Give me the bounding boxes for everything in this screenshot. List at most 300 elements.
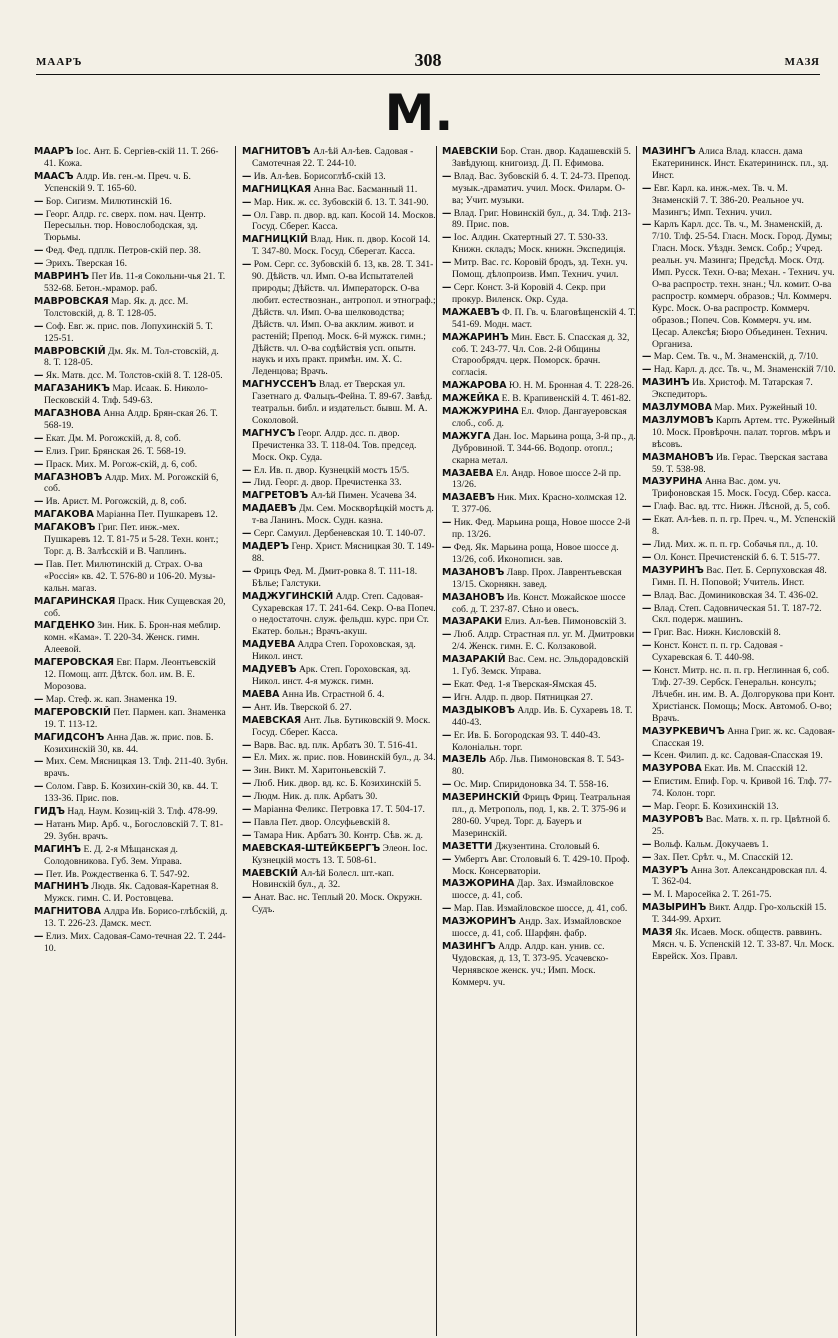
directory-entry (242, 197, 436, 209)
entry-surname: — (34, 756, 44, 768)
entry-details: Натанъ Мир. Арб. ч., Богословскій 7. Т. 81-29. Зубн. врачъ. (44, 818, 224, 842)
entry-surname: МАЖАРИНЪ (442, 331, 509, 343)
entry-surname: МАЖАРОВА (442, 380, 507, 392)
entry-surname: МАГНИЦКАЯ (242, 183, 312, 195)
entry-surname: МАГЕРОВСКАЯ (34, 657, 114, 669)
entry-surname: МАДЕРЪ (242, 541, 290, 552)
directory-entry (34, 258, 228, 270)
directory-entry (242, 541, 436, 565)
directory-entry (642, 627, 836, 639)
directory-entry (242, 528, 436, 540)
column-divider (636, 146, 637, 1336)
directory-entry (34, 881, 228, 905)
directory-entry (242, 146, 436, 170)
entry-surname: — (242, 765, 252, 777)
directory-entry (442, 332, 636, 380)
directory-entry (442, 257, 636, 281)
entry-details: Абр. Льв. Пимоновская 8. Т. 543-80. (452, 754, 625, 778)
directory-entry (34, 869, 228, 881)
column-3 (442, 146, 636, 1336)
entry-details: Джузентина. Столовый 6. (494, 840, 600, 852)
entry-details: Бор. Стан. двор. Кадашевскій 5. Завѣдующ. книгоизд. Д. П. Ефимова. (452, 146, 631, 169)
directory-entry (442, 841, 636, 853)
entry-details: Андр. Зах. Измайловское шоссе, д. 41, соб. Шарфян. фабр. (452, 916, 622, 940)
entry-details: Умбертъ Авг. Столовый 6. Т. 429-10. Проф. Моск. Консерваторіи. (452, 853, 630, 877)
entry-details: Іос. Алдин. Скатертный 27. Т. 530-33. Книжн. складъ; Моск. книжн. Экспедиція. (452, 232, 626, 256)
entry-surname: МАЕВСКІЙ (242, 867, 299, 879)
directory-entry (642, 351, 836, 363)
entry-details: Григ. Вас. Нижн. Кисловскій 8. (653, 627, 781, 639)
entry-surname: — (642, 351, 652, 363)
entry-surname: — (642, 776, 652, 788)
entry-surname: МАЖАЕВЪ (442, 306, 500, 318)
entry-details: Зах. Пет. Срѣт. ч., М. Спасскій 12. (653, 851, 794, 863)
entry-surname: — (642, 889, 652, 901)
directory-entry (642, 801, 836, 813)
entry-details: Пет. Пармен. кап. Знаменка 19. Т. 113-12. (44, 706, 226, 730)
directory-entry (242, 765, 436, 777)
entry-details: Е. Д. 2-я Мѣщанская д. Солодовникова. Губ. Зем. Управа. (44, 843, 182, 867)
directory-entry (442, 406, 636, 430)
entry-details: Зин. Викт. М. Харитоньевскій 7. (253, 765, 386, 777)
directory-entry (442, 282, 636, 306)
directory-entry (442, 878, 636, 902)
section-letter: М. (384, 84, 454, 142)
entry-details: Алдра Степ. Гороховская, зд. Никол. инст. (252, 639, 416, 663)
entry-surname: — (242, 739, 252, 751)
entry-surname: МАГНУССЕНЪ (242, 379, 317, 391)
directory-entry (242, 843, 436, 867)
directory-entry (34, 459, 228, 471)
entry-details: Митр. Вас. гс. Коровій бродъ, зд. Техн. уч. Помощ. дѣлопроизв. Имп. Технич. учил. (452, 257, 628, 281)
running-head-left: МААРЪ (36, 56, 83, 68)
directory-entry (642, 476, 836, 500)
entry-details: Ив. Арист. М. Рогожскій, д. 8, соб. (45, 496, 187, 508)
directory-entry (242, 778, 436, 790)
directory-entry (642, 514, 836, 538)
directory-entry (242, 490, 436, 502)
directory-entry (242, 702, 436, 714)
entry-details: Вольф. Кальм. Докучаевъ 1. (653, 838, 769, 850)
entry-details: М. І. Маросейка 2. Т. 261-75. (653, 889, 772, 901)
entry-details: Алдр. Ив. Б. Сухаревъ 18. Т. 440-43. (452, 704, 633, 728)
entry-surname: МАГНИТОВА (34, 906, 102, 918)
directory-entry (442, 492, 636, 516)
entry-surname: — (642, 602, 652, 614)
directory-entry (642, 839, 836, 851)
entry-surname: МАЕВСКАЯ-ШТЕЙКБЕРГЪ (242, 842, 381, 854)
entry-details: Елиз. Ал-ѣев. Пимоновскій 3. (504, 616, 627, 628)
directory-entry (442, 380, 636, 392)
entry-surname: МАДАЕВЪ (242, 503, 297, 515)
directory-entry (642, 590, 836, 602)
entry-surname: — (242, 464, 252, 476)
entry-details: Алиса Влад. классн. дама Екатерининск. Инст. Екатерининск. пл., зд. Инст. (652, 146, 829, 181)
entry-details: Мин. Евст. Б. Спасская д. 32, соб. Т. 243-77. Чл. Сов. 2-й Общины Старообрядч. церк. Поморск. брачн. согласія. (452, 331, 630, 379)
entry-details: Елиз. Мих. Садовая-Само-течная 22. Т. 244-10. (44, 931, 226, 954)
entry-surname: — (242, 892, 252, 904)
entry-details: Влад. Ник. п. двор. Косой 14. Т. 347-80. Моск. Госуд. Сберегат. Касса. (252, 234, 431, 258)
entry-details: Мар. Георг. Б. Козихинскій 13. (653, 801, 779, 813)
entry-details: Вас. Пет. Б. Серпуховская 48. Гимн. П. Н. Поповой; Учитель. Инст. (652, 564, 827, 588)
entry-details: Анна Алдр. Брян-ская 26. Т. 568-19. (44, 408, 218, 431)
entry-surname: — (642, 627, 652, 639)
entry-details: Влад. Вас. Доминиковская 34. Т. 436-02. (653, 589, 819, 601)
entry-details: Бор. Сигизм. Милютинскій 16. (45, 195, 172, 207)
entry-details: Анна Вас. Басманный 11. (313, 183, 418, 195)
directory-entry (242, 566, 436, 590)
directory-entry (442, 779, 636, 791)
directory-entry (442, 171, 636, 207)
page-header (36, 50, 820, 75)
directory-entry (34, 496, 228, 508)
entry-surname: МАЗУРИНЪ (642, 564, 704, 576)
entry-details: Элеон. Іос. Кузнецкій мостъ 13. Т. 508-61. (252, 842, 428, 866)
entry-details: Мар. Пав. Измайловское шоссе, д. 41, соб. (453, 903, 628, 915)
directory-entry (642, 852, 836, 864)
entry-details: Екат. Ал-ѣев. п. п. гр. Преч. ч., М. Успенскій 8. (652, 514, 836, 538)
entry-surname: МАЕВСКІЙ (442, 146, 499, 157)
directory-entry (442, 679, 636, 691)
entry-details: Люб. Алдр. Страстная пл. уг. М. Дмитровки 2/4. Женск. гимн. Е. С. Колзаковой. (452, 629, 635, 653)
entry-details: Анна Григ. ж. кс. Садовая-Спасская 19. (652, 725, 836, 749)
directory-entry (642, 183, 836, 219)
entry-surname: МАДУЕВА (242, 639, 295, 651)
directory-entry (34, 694, 228, 706)
entry-surname: — (442, 729, 452, 741)
entry-surname: МАЗЛУМОВА (642, 402, 712, 414)
column-divider (235, 146, 236, 1336)
directory-entry (242, 591, 436, 639)
directory-entry (642, 377, 836, 401)
entry-details: Павла Пет. двор. Олсуфьевскій 8. (253, 816, 391, 828)
directory-entry (242, 740, 436, 752)
entry-surname: МАГЕРОВСКІЙ (34, 706, 111, 718)
directory-entry (242, 804, 436, 816)
entry-surname: — (242, 816, 252, 828)
directory-entry (34, 844, 228, 868)
entry-surname: — (34, 195, 44, 207)
directory-entry (242, 465, 436, 477)
entry-details: Мар. Исаак. Б. Николо-Песковскій 4. Тлф. 549-63. (44, 383, 208, 407)
entry-surname: — (442, 853, 452, 865)
entry-details: Ос. Мир. Спиридоновка 34. Т. 558-16. (453, 779, 609, 791)
directory-entry (642, 750, 836, 762)
directory-entry (242, 892, 436, 916)
entry-details: Эрихъ. Тверская 16. (45, 258, 127, 270)
entry-details: Праск. Мих. М. Рогож-скій, д. 6, соб. (45, 458, 198, 470)
entry-surname: МАЖЕЙКА (442, 393, 500, 405)
entry-details: Серг. Конст. 3-й Коровій 4. Секр. при прокур. Виленск. Окр. Суда. (452, 281, 606, 305)
entry-details: Над. Наум. Козиц-кій 3. Тлф. 478-99. (67, 806, 218, 818)
entry-surname: — (442, 678, 452, 690)
entry-surname: — (242, 829, 252, 841)
directory-entry (442, 730, 636, 754)
entry-details: Ник. Мих. Красно-холмская 12. Т. 377-06. (452, 492, 627, 516)
directory-entry (34, 209, 228, 245)
directory-entry (442, 146, 636, 170)
entry-surname: — (642, 801, 652, 813)
entry-surname: МАЗУРЪ (642, 864, 689, 876)
directory-entry (442, 654, 636, 678)
entry-details: Люб. Ник. двор. вд. кс. Б. Козихинскій 5. (253, 778, 422, 790)
directory-entry (442, 916, 636, 940)
entry-details: Глаф. Вас. вд. ттс. Нижн. Лѣсной, д. 5, соб. (653, 501, 830, 513)
entry-details: Алдр. Алдр. кан. унив. сс. Чудовская, д. 13, Т. 373-95. Усачевско-Чернявское женск. уч.; Имп. Моск. Коммерч. уч. (452, 941, 609, 988)
entry-details: Ив. Ал-ѣев. Борисоглѣб-скій 13. (253, 170, 386, 182)
directory-entry (34, 196, 228, 208)
directory-entry (242, 689, 436, 701)
entry-surname: — (34, 818, 44, 830)
entry-surname: — (642, 219, 652, 231)
entry-surname: — (34, 781, 44, 793)
entry-surname: МАЗИНЪ (642, 377, 690, 389)
entry-surname: — (442, 779, 452, 791)
entry-surname: — (34, 245, 44, 257)
entry-surname: — (242, 778, 252, 790)
directory-entry (442, 517, 636, 541)
entry-surname: — (242, 752, 252, 764)
directory-entry (642, 146, 836, 182)
entry-surname: МАВРИНЪ (34, 271, 90, 283)
entry-surname: — (642, 364, 652, 376)
entry-surname: МАЗАРАКІЙ (442, 654, 506, 666)
directory-entry (34, 446, 228, 458)
directory-entry (642, 402, 836, 414)
entry-details: Ф. П. Гв. ч. Благовѣщенскій 4. Т. 541-69. Модн. маст. (452, 306, 636, 330)
entry-surname: МАЗМАНОВЪ (642, 451, 714, 463)
entry-details: Ол. Гавр. п. двор. вд. кап. Косой 14. Москов. Госуд. Сберег. Касса. (252, 209, 436, 233)
directory-entry (34, 906, 228, 930)
entry-details: Анна Зот. Александровская пл. 4. Т. 362-04. (652, 864, 828, 888)
entry-details: Влад. Вас. Зубовскій б. 4. Т. 24-73. Препод. музык.-драматич. учил. Моск. Филарм. О-ва; Учит. музыки. (452, 170, 631, 206)
entry-details: Мар. Сем. Тв. ч., М. Знаменскій, д. 7/10. (653, 351, 819, 363)
running-head-right: МАЗЯ (784, 56, 820, 68)
entry-surname: — (442, 629, 452, 641)
entry-surname: — (242, 791, 252, 803)
entry-details: Дм. Як. М. Тол-стовскій, д. 8. Т. 128-05. (44, 345, 219, 369)
entry-surname: — (242, 170, 252, 182)
directory-entry (242, 210, 436, 234)
entry-surname: МААСЪ (34, 170, 74, 182)
directory-entry (34, 509, 228, 521)
entry-surname: МАЗУРИНА (642, 476, 703, 488)
directory-entry (242, 379, 436, 427)
directory-entry (242, 171, 436, 183)
entry-details: Карлъ Карл. дсс. Тв. ч., М. Знаменскій, д. 7/10. Тлф. 25-54. Гласн. Моск. Город. Думы; Гласн. Моск. Уѣздн. Земск. Собр.; Учред. реальн. уч. Мазинга; Предсѣд. Моск. Отд. Имп. Русск. Техн. О-ва; Механ. - Технич. уч. О-ва распростр. техн. знан.; Чл. комит. О-ва распростр. коммерч. образов.; Чл. Коммерч. Курс. Моск. О-ва распростр. Коммерч. образов.; Попеч. Сов. Коммерч. уч. им. Цесар. Алексѣя; Бюро Объединен. Технич. Организа. (652, 219, 835, 350)
entry-surname: МАГНИНЪ (34, 881, 89, 893)
entry-surname: МАГАЗНОВА (34, 408, 101, 420)
entry-surname: МАЗУРКЕВИЧЪ (642, 725, 725, 737)
directory-entry (442, 903, 636, 915)
directory-entry (642, 364, 836, 376)
entry-surname: МАЗЖОРИНА (442, 878, 515, 890)
entry-surname: МАЗДЫКОВЪ (442, 704, 515, 716)
entry-surname: — (242, 477, 252, 489)
entry-details: Людв. Як. Садовая-Каретная 8. Мужск. гимн. С. И. Ростовцева. (44, 881, 219, 905)
page-number: 308 (414, 50, 442, 70)
directory-entry (642, 865, 836, 889)
entry-surname: — (442, 257, 452, 269)
entry-details: Лид. Мих. ж. п. п. гр. Собачья пл., д. 10. (653, 539, 818, 550)
directory-entry (34, 756, 228, 780)
entry-surname: МАЗАЕВЪ (442, 492, 495, 504)
directory-entry (34, 146, 228, 170)
entry-surname: — (242, 196, 252, 208)
entry-surname: — (34, 370, 44, 382)
entry-surname: — (242, 209, 252, 221)
entry-surname: МАЗАНОВЪ (442, 566, 505, 578)
entry-surname: МАГНУСЪ (242, 427, 296, 439)
entry-details: Ив. Герас. Тверская застава 59. Т. 538-98. (652, 451, 828, 475)
directory-entry (642, 603, 836, 627)
directory-entry (34, 383, 228, 407)
directory-entry (642, 565, 836, 589)
entry-surname: — (34, 320, 44, 332)
entry-surname: — (34, 868, 44, 880)
entry-details: Екат. Дм. М. Рогожскій, д. 8, соб. (45, 432, 181, 444)
entry-details: Дан. Іос. Марьина роща, 3-й пр., д. Дубровиной. Т. 344-66. Водопр. отопл.; скарна метал. (452, 430, 636, 466)
directory-entry (34, 433, 228, 445)
entry-surname: — (642, 665, 652, 677)
directory-entry (34, 370, 228, 382)
entry-details: Людм. Ник. д. плк. Арбатъ 30. (253, 791, 378, 803)
entry-details: Фрицъ Фед. М. Дмит-ровка 8. Т. 111-18. Бѣлье; Галстуки. (252, 565, 418, 589)
entry-details: Маріанна Феликс. Петровка 17. Т. 504-17. (253, 804, 425, 816)
entry-details: Мих. Сем. Мясницкая 13. Тлф. 211-40. Зубн. врачъ. (44, 756, 228, 780)
directory-entry (442, 854, 636, 878)
entry-surname: — (442, 903, 452, 915)
entry-surname: МАГАКОВЪ (34, 522, 96, 534)
entry-details: Ег. Ив. Б. Богородская 93. Т. 440-43. Колоніальн. торг. (452, 729, 601, 753)
entry-details: Лид. Георг. д. двор. Пречистенка 33. (253, 477, 402, 489)
directory-entry (642, 927, 836, 963)
directory-entry (642, 776, 836, 800)
entry-surname: — (442, 542, 452, 553)
directory-entry (642, 415, 836, 451)
directory-entry (442, 792, 636, 840)
entry-details: Евг. Парм. Леонтьевскій 12. Помощ. апт. Дѣтск. бол. им. В. Е. Морозова. (44, 657, 216, 692)
entry-surname: — (242, 701, 252, 713)
column-1 (34, 146, 228, 1336)
entry-details: Тамара Ник. Арбатъ 30. Контр. Сѣв. ж. д. (253, 829, 423, 841)
entry-surname: — (442, 691, 452, 703)
entry-details: Зин. Ник. Б. Брон-ная меблир. комн. «Кама». Т. 220-34. Женск. гимн. Алеевой. (44, 620, 221, 656)
entry-details: Генр. Христ. Мясницкая 30. Т. 149-88. (252, 541, 435, 564)
entry-details: Як. Исаев. Моск. обществ. раввинъ. Мясн. ч. Б. Успенскій 12. Т. 33-87. Чл. Моск. Еврейск. Хоз. Правл. (652, 927, 835, 962)
entry-details: Мар. Стеф. ж. кап. Знаменка 19. (45, 693, 177, 705)
directory-entry (34, 781, 228, 805)
directory-entry (34, 171, 228, 195)
entry-details: Ю. Н. М. Бронная 4. Т. 228-26. (508, 380, 634, 392)
entry-details: Ал-ѣй Болесл. шт.-кап. Новинскій бул., д. 32. (252, 867, 395, 891)
entry-details: Ив. Христоф. М. Татарская 7. Экспедиторъ. (652, 377, 813, 401)
entry-details: Викт. Алдр. Гро-хольскій 15. Т. 344-99. Архит. (652, 902, 827, 926)
directory-entry (642, 763, 836, 775)
directory-entry (34, 707, 228, 731)
entry-details: Фед. Як. Марьина роща, Новое шоссе д. 13/26, соб. Иконописн. зав. (452, 542, 619, 565)
entry-surname: — (442, 517, 452, 529)
directory-entry (442, 393, 636, 405)
entry-details: Арк. Степ. Гороховская, зд. Никол. инст. 4-я мужск. гимн. (252, 664, 411, 687)
directory-entry (642, 539, 836, 551)
entry-details: Ник. Фед. Марьина роща, Новое шоссе 2-й пр. 13/26. (452, 517, 631, 541)
directory-entry (642, 889, 836, 901)
entry-details: Игн. Алдр. п. двор. Пятницкая 27. (453, 691, 593, 703)
directory-entry (242, 428, 436, 464)
directory-entry (642, 665, 836, 725)
directory-entry (442, 941, 636, 989)
entry-details: Фед. Фед. пдплк. Петров-скій пер. 38. (45, 245, 201, 257)
entry-surname: МАЗЕЛЬ (442, 754, 487, 766)
directory-entry (34, 245, 228, 257)
entry-surname: — (34, 445, 44, 457)
entry-surname: МАГНИТОВЪ (242, 146, 311, 157)
directory-entry (242, 259, 436, 378)
entry-surname: МАГДЕНКО (34, 620, 95, 632)
entry-details: Алдр. Степ. Садовая-Сухаревская 17. Т. 241-64. Секр. О-ва Попеч. о недостаточн. служ. фельдш. курс. при Ст. Екатер. больн.; Врачъ-акуш. (252, 590, 436, 638)
entry-surname: МАЗАНОВЪ (442, 591, 505, 603)
directory-entry (34, 732, 228, 756)
directory-entry (442, 567, 636, 591)
entry-details: Анна Вас. дом. уч. Трифоновская 15. Моск. Госуд. Сбер. касса. (652, 476, 832, 500)
directory-entry (242, 791, 436, 803)
entry-surname: МАЖУГА (442, 430, 491, 442)
entry-surname: МАГАКОВА (34, 509, 94, 521)
directory-entry (34, 819, 228, 843)
directory-entry (242, 664, 436, 688)
entry-details: Влад. Степ. Садовническая 51. Т. 187-72. Скл. подерж. машинъ. (652, 602, 822, 626)
entry-surname: — (642, 551, 652, 563)
entry-details: Пет. Ив. Рождественка 6. Т. 547-92. (45, 868, 190, 880)
entry-details: Евг. Карл. ка. инж.-мех. Тв. ч. М. Знаменскій 7. Т. 386-20. Реальное уч. Мазингъ; Имп. Технич. учил. (652, 182, 804, 218)
directory-entry (242, 752, 436, 764)
entry-details: Георг. Алдр. дсс. п. двор. Пречистенка 33. Т. 118-04. Тов. председ. Моск. Окр. Суда. (252, 427, 417, 463)
entry-details: Алдр. Ив. ген.-м. Преч. ч. Б. Успенскій 9. Т. 165-60. (44, 170, 191, 194)
directory-columns (34, 146, 834, 1336)
entry-surname: МАДЖУГИНСКІЙ (242, 590, 334, 602)
entry-surname: МАВРОВСКАЯ (34, 295, 109, 307)
entry-details: Серг. Самуил. Дербеневская 10. Т. 140-07. (253, 528, 426, 540)
entry-details: Екат. Ив. М. Спасскій 12. (704, 763, 808, 775)
entry-surname: МАЗИНГЪ (442, 941, 496, 952)
directory-entry (642, 902, 836, 926)
directory-entry (34, 472, 228, 496)
entry-surname: МАЗЫРИНЪ (642, 902, 707, 914)
entry-surname: МАГАРИНСКАЯ (34, 595, 116, 607)
directory-entry (642, 640, 836, 664)
directory-entry (242, 639, 436, 663)
directory-entry (242, 184, 436, 196)
entry-details: Ал-ѣй Ал-ѣев. Садовая - Самотечная 22. Т. 244-10. (252, 146, 414, 169)
entry-surname: — (34, 208, 44, 220)
entry-surname: — (642, 501, 652, 513)
entry-details: Анат. Вас. нс. Теплый 20. Моск. Окружн. Судъ. (252, 892, 423, 916)
directory-entry (642, 452, 836, 476)
entry-details: Влад. Григ. Новинскій бул., д. 34. Тлф. 213-89. Прис. пов. (452, 207, 631, 231)
directory-entry (242, 868, 436, 892)
directory-entry (242, 503, 436, 527)
entry-details: Пет Ив. 11-я Сокольни-чья 21. Т. 532-68. Бетон.-мрамор. раб. (44, 271, 226, 294)
directory-entry (242, 830, 436, 842)
entry-surname: МАЗУРОВЪ (642, 813, 704, 825)
directory-entry (442, 705, 636, 729)
entry-surname: МАЗУРОВА (642, 763, 702, 775)
column-2 (242, 146, 436, 1336)
entry-details: Як. Матв. дсс. М. Толстов-скій 8. Т. 128-05. (45, 370, 223, 382)
directory-entry (442, 208, 636, 232)
entry-details: Лавр. Прох. Лаврентьевская 13/15. Скорнякн. завед. (452, 566, 622, 590)
